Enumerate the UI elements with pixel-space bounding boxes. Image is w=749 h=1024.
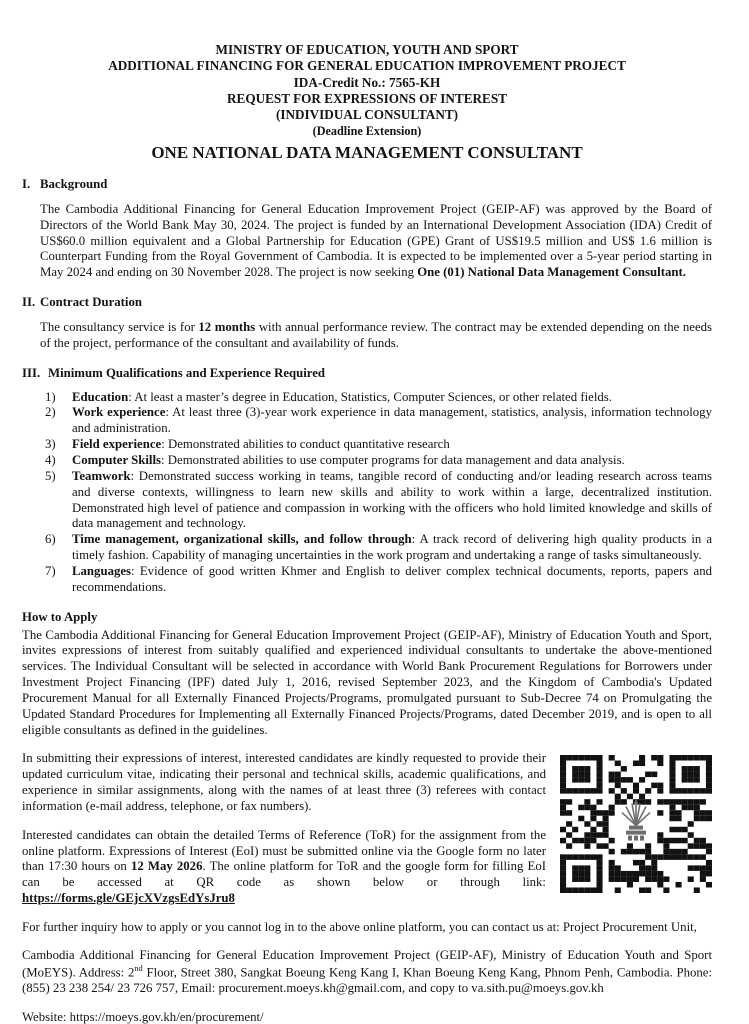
project-name: ADDITIONAL FINANCING FOR GENERAL EDUCATION IMPROVEMENT PROJECT <box>108 58 626 74</box>
qualifications-list <box>45 390 712 596</box>
list-item-text <box>72 405 712 437</box>
text-segment: The Cambodia Additional Financing for General Education Improvement Project (GEIP-AF) was approved by the Board of Directors of the World Bank May 30, 2024. The project is funded by an International Development Association (IDA) Credit of US$60.0 million equivalent and a Global Partnership for Education (GPE) Grant of US$19.5 million and US$ 1.6 million is Counterpart Funding from the Royal Government of Cambodia. It is expected to be implemented over a 5-year period starting in May 2024 and ending on 30 November 2028. The project is now seeking <box>40 201 712 280</box>
text-segment: : Evidence of good written Khmer and English to deliver complex technical documents, reports, papers and recommendations. <box>72 564 712 594</box>
section-contract-duration <box>22 295 712 352</box>
qr-text-wrap <box>22 751 712 907</box>
eoi-form-link[interactable]: https://forms.gle/GEjcXVzgsEdYsJru8 <box>22 891 235 906</box>
section-how-to-apply <box>22 610 712 1024</box>
text-segment: The Cambodia Additional Financing for General Education Improvement Project (GEIP-AF), Ministry of Education Youth and Sport, invites expressions of interest from suitably qualified and experienced individual consultants to undertake the above-mentioned services. The Individual Consultant will be selected in accordance with World Bank Procurement Regulations for Borrowers under Investment Project Financing (IPF) dated July 1, 2016, revised September 2023, and the Kingdom of Cambodia's Updated Procurement Manual for all Externally Financed Projects/Programs, promulgated pursuant to Sub-Decree 74 on Promulgating the Updated Standard Procedures for Implementing all Externally Financed Projects/Programs, dated December 2019, and is open to all eligible consultants as defined in the guidelines. <box>22 627 712 737</box>
list-item-number: 6) <box>45 532 56 547</box>
position-sought: One (01) National Data Management Consultant. <box>417 265 686 280</box>
qr-code <box>560 755 712 893</box>
consultant-type: (INDIVIDUAL CONSULTANT) <box>275 107 459 123</box>
list-item-text <box>72 564 712 596</box>
text-segment: In submitting their expressions of interest, interested candidates are kindly requested to provide their updated curriculum vitae, indicating their personal and technical skills, academic qualifications, and experience in similar assignments, along with the names of at least three (3) referees with contact information (e-mail address, telephone, or fax numbers). <box>22 751 546 814</box>
ministry-name: MINISTRY OF EDUCATION, YOUTH AND SPORT <box>215 42 519 57</box>
list-item-number: 4) <box>45 453 56 468</box>
section-heading: Background <box>40 177 108 191</box>
text-segment: : Demonstrated abilities to use computer programs for data management and data analysis. <box>161 453 625 468</box>
deadline-extension-note: (Deadline Extension) <box>312 123 422 138</box>
section-heading: Minimum Qualifications and Experience Required <box>48 365 326 380</box>
how-to-apply-paragraph-1 <box>22 628 712 739</box>
section-heading-row <box>22 295 712 311</box>
text-segment: Interested candidates can obtain the detailed Terms of Reference (ToR) for the assignment from the online platform. Expressions of Interest (EoI) must be submitted online via the Google form no later than 17:30 hours on <box>22 827 546 874</box>
text-segment: Cambodia Additional Financing for General Education Improvement Project (GEIP-AF), Ministry of Education Youth and Sport (MoEYS). Address: 2 <box>22 948 712 980</box>
procurement-website-link[interactable]: https://moeys.gov.kh/en/procurement/ <box>69 1010 264 1024</box>
text-segment: : At least a master’s degree in Education, Statistics, Computer Sciences, or other related fields. <box>128 389 612 404</box>
list-item-text <box>72 390 712 406</box>
request-type: REQUEST FOR EXPRESSIONS OF INTEREST <box>227 91 507 107</box>
text-segment: : A track record of delivering high quality products in a timely fashion. Capability of managing uncertainties in the work program and undertaking a range of tasks simultaneously. <box>72 532 712 563</box>
text-segment: : Demonstrated abilities to conduct quantitative research <box>161 437 450 452</box>
text-segment: Languages <box>72 564 132 579</box>
section-number: I. <box>22 177 31 191</box>
website-line <box>22 1010 712 1024</box>
list-item-number: 5) <box>45 468 56 483</box>
page-title: ONE NATIONAL DATA MANAGEMENT CONSULTANT <box>151 142 583 162</box>
list-item-number: 7) <box>45 564 56 579</box>
text-segment: The consultancy service is for <box>40 320 199 335</box>
background-paragraph <box>40 202 712 281</box>
submission-deadline: 12 May 2026 <box>130 859 203 874</box>
text-segment: Education <box>72 389 129 404</box>
section-qualifications <box>22 366 712 596</box>
list-item-text <box>72 453 712 469</box>
text-segment: Website: <box>22 1010 70 1024</box>
qualification-item <box>45 453 712 469</box>
qualification-item <box>45 437 712 453</box>
list-item-text <box>72 469 712 532</box>
text-segment: with annual performance review. The contract may be extended depending on the needs of the project, performance of the consultant and availability of funds. <box>40 320 712 350</box>
list-item-number: 1) <box>45 389 56 404</box>
list-item-text <box>72 532 712 564</box>
contract-paragraph <box>40 320 712 352</box>
section-number: II. <box>22 295 36 310</box>
section-heading-row <box>22 177 712 193</box>
qualification-item <box>45 532 712 564</box>
qualification-item <box>45 405 712 437</box>
section-background <box>22 177 712 281</box>
list-item-text <box>72 437 712 453</box>
section-number: III. <box>22 365 41 380</box>
contact-address-paragraph <box>22 948 712 997</box>
text-segment: Computer Skills <box>72 453 162 468</box>
contract-duration-value: 12 months <box>198 320 256 335</box>
qualification-item <box>45 390 712 406</box>
document-header <box>22 42 712 163</box>
section-heading-row <box>22 366 712 382</box>
credit-number: IDA-Credit No.: 7565-KH <box>293 74 441 90</box>
contact-note-paragraph <box>22 920 712 936</box>
text-segment: : Demonstrated success working in teams, tangible record of conducting and/or leading research across teams and diverse contexts, willingness to learn new skills and ability to work within a large, decentralized institution. Demonstrated high level of patience and compassion in working with the officers who hold limited knowledge and skills of data management and technology. <box>72 468 712 531</box>
royal-arms-emblem-icon <box>619 799 653 848</box>
how-to-apply-heading: How to Apply <box>22 609 98 624</box>
text-segment: Teamwork <box>72 468 131 483</box>
text-segment: . The online platform for ToR and the google form for filling EoI can be accessed at QR code as shown below or through link: <box>22 859 546 890</box>
text-segment: For further inquiry how to apply or you cannot log in to the above online platform, you can contact us at: Project Procurement Unit, <box>22 919 697 934</box>
text-segment: Work experience <box>72 405 166 420</box>
qualification-item <box>45 564 712 596</box>
list-item-number: 3) <box>45 437 56 452</box>
text-segment: Field experience <box>72 437 162 452</box>
text-segment: Time management, organizational skills, and follow through <box>72 532 412 547</box>
list-item-number: 2) <box>45 405 56 420</box>
text-segment: Floor, Street 380, Sangkat Boeung Keng Kang I, Khan Boeung Keng Kang, Phnom Penh, Cambodia. Phone: (855) 23 238 254/ 23 726 757, Email: procurement.moeys.kh@gmail.com, and copy to va.sith.pu@moeys.gov.kh <box>22 965 712 996</box>
section-heading: Contract Duration <box>40 295 143 310</box>
text-segment: : At least three (3)-year work experience in data management, statistics, analysis, information technology and administration. <box>72 405 712 436</box>
qualification-item <box>45 469 712 532</box>
text-segment: nd <box>134 964 143 974</box>
